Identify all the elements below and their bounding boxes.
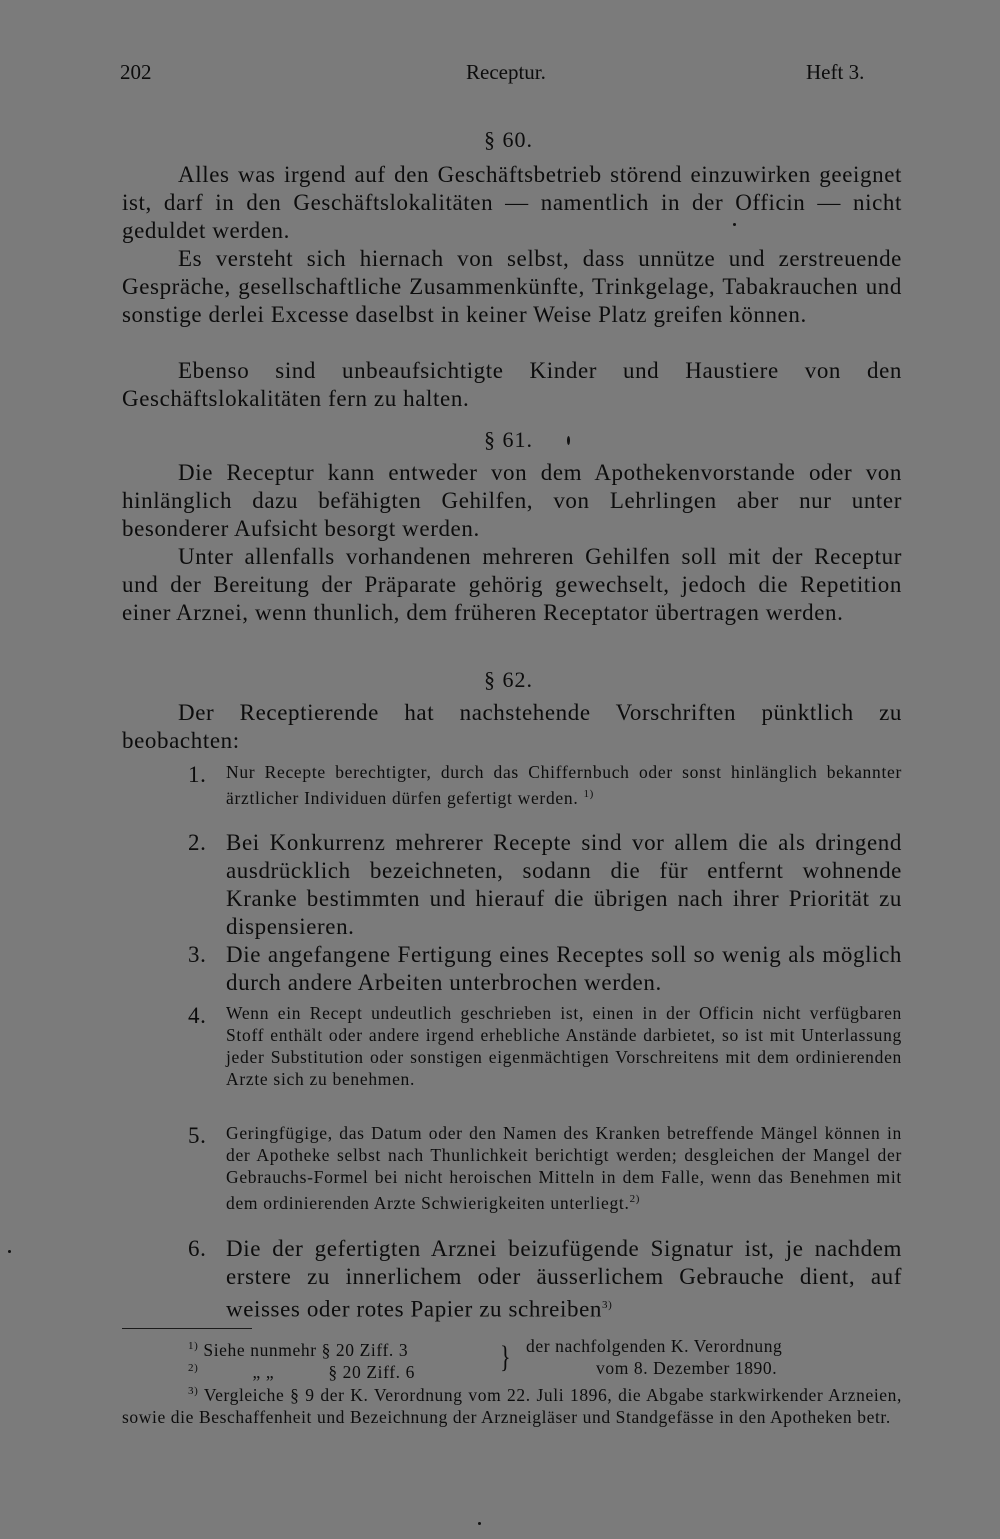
paragraph: Es versteht sich hiernach von selbst, dass unnütze und zerstreuende Gespräche, gesellschaftliche Zusammenkünfte, Trinkgelage, Tabakrauchen und sonstige derlei Excesse daselbst in keiner Weise Platz greifen können.	[122, 246, 902, 327]
issue-label: Heft 3.	[806, 60, 865, 84]
footnote-rule	[122, 1328, 252, 1329]
paragraph: Ebenso sind unbeaufsichtigte Kinder und Haustiere von den Geschäftslokalitäten fern zu halten.	[122, 358, 902, 411]
list-item-1	[188, 761, 902, 809]
footnote-ref: 3)	[602, 1299, 613, 1311]
scan-speck	[733, 223, 736, 226]
scan-speck	[567, 436, 570, 445]
item-number: 4.	[188, 1003, 207, 1028]
section-heading-60: § 60.	[484, 127, 533, 152]
item-number: 6.	[188, 1236, 207, 1261]
scan-speck	[478, 1522, 481, 1525]
section-heading-62: § 62.	[484, 667, 533, 692]
paragraph: Die Receptur kann entweder von dem Apothekenvorstande oder von hinlänglich dazu befähigten Gehilfen, von Lehrlingen aber nur unter besonderer Aufsicht besorgt werden.	[122, 460, 902, 541]
footnote-2: $^{2)}$ „ „ § 20 Ziff. 6	[188, 1361, 415, 1382]
footnote-ref: 1)	[583, 788, 595, 800]
item-text: Die angefangene Fertigung eines Receptes soll so wenig als möglich durch andere Arbeiten unterbrochen werden.	[226, 942, 902, 995]
item-text: Bei Konkurrenz mehrerer Recepte sind vor allem die als dringend ausdrücklich bezeichneten, sodann die für entfernt wohnende Kranke bestimmten und hierauf die übrigen nach ihrer Priorität zu dispensieren.	[226, 830, 902, 939]
page-number: 202	[120, 60, 152, 84]
paragraph: Alles was irgend auf den Geschäftsbetrieb störend einzuwirken geeignet ist, darf in den Geschäftslokalitäten — namentlich in der Officin — nicht geduldet werden.	[122, 162, 902, 243]
footnote-shared-line-2: vom 8. Dezember 1890.	[596, 1358, 778, 1378]
section-heading-61: § 61.	[484, 427, 533, 452]
item-number: 3.	[188, 942, 207, 967]
paragraph: Unter allenfalls vorhandenen mehreren Gehilfen soll mit der Receptur und der Bereitung der Präparate gehörig gewechselt, jedoch die Repetition einer Arznei, wenn thunlich, dem früheren Receptator übertragen werden.	[122, 544, 902, 625]
item-text: Nur Recepte berechtigter, durch das Chiffernbuch oder sonst hinlänglich bekannter ärztlicher Individuen dürfen gefertigt werden. $^{1)}$	[226, 762, 902, 808]
item-number: 1.	[188, 762, 207, 787]
item-text: Die der gefertigten Arznei beizufügende Signatur ist, je nachdem erstere zu innerlichem oder äusserlichem Gebrauche dient, auf weisses oder rotes Papier zu schreiben$^{3)}$	[226, 1236, 902, 1322]
item-number: 2.	[188, 830, 207, 855]
footnote-brace: }	[500, 1338, 512, 1374]
ditto-marks: „ „	[252, 1361, 275, 1382]
footnote-shared-line-1: der nachfolgenden K. Verordnung	[526, 1336, 783, 1356]
item-text: Geringfügige, das Datum oder den Namen des Kranken betreffende Mängel können in der Apotheke selbst nach Thunlichkeit berichtigt werden; desgleichen der Mangel der Gebrauchs-Formel bei nicht heroischen Mitteln in dem Falle, wenn das Benehmen mit dem ordinierenden Arzte Schwierigkeiten unterliegt.$^{2)}$	[226, 1123, 902, 1213]
scan-speck	[8, 1250, 11, 1253]
running-title: Receptur.	[466, 60, 546, 84]
list-item-5	[188, 1122, 902, 1214]
footnote-1: $^{1)}$ Siehe nunmehr § 20 Ziff. 3	[188, 1339, 409, 1360]
list-item-4	[188, 1002, 902, 1090]
list-item-6	[188, 1235, 902, 1324]
item-number: 5.	[188, 1123, 207, 1148]
list-item-3	[188, 941, 902, 997]
item-text: Wenn ein Recept undeutlich geschrieben ist, einen in der Officin nicht verfügbaren Stoff enthält oder andere irgend erhebliche Anstände darbietet, so ist mit Unterlassung jeder Substitution oder sonstigen eigenmächtigen Vorschreitens mit dem ordinierenden Arzte sich zu benehmen.	[226, 1003, 902, 1089]
footnote-3: $^{3)}$ Vergleiche § 9 der K. Verordnung vom 22. Juli 1896, die Abgabe starkwirkender Arzneien, sowie die Beschaffenheit und Bezeichnung der Arzneigläser und Standgefässe in den Apotheken betr.	[122, 1384, 902, 1427]
list-item-2	[188, 829, 902, 941]
footnote-ref: 2)	[629, 1193, 641, 1205]
paragraph: Der Receptierende hat nachstehende Vorschriften pünktlich zu beobachten:	[122, 700, 902, 753]
